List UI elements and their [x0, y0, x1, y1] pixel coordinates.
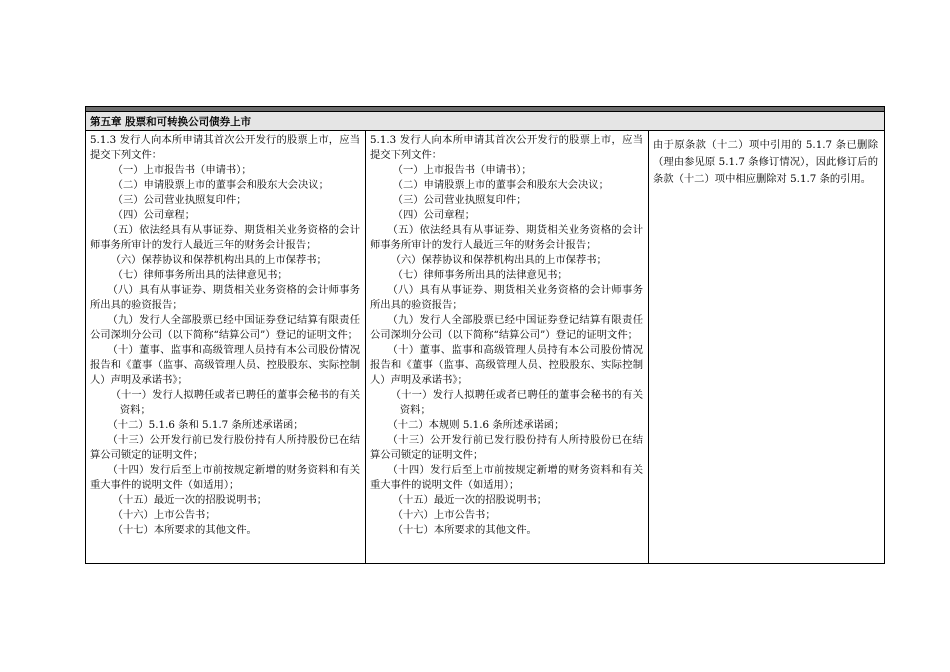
revised-clause-item: （九）发行人全部股票已经中国证券登记结算有限责任公司深圳分公司（以下简称“结算公司”）登记的证明文件； — [370, 314, 643, 341]
original-clause-item: （一）上市报告书（申请书）； — [112, 164, 252, 176]
original-clause-item: （十二）5.1.6 条和 5.1.7 条所述承诺函； — [107, 419, 304, 431]
original-clause-item: （十五）最近一次的招股说明书； — [112, 494, 268, 506]
revised-clause-item: （七）律师事务所出具的法律意见书； — [392, 269, 568, 281]
revised-clause-item: （八）具有从事证券、期货相关业务资格的会计师事务所出具的验资报告； — [370, 284, 643, 311]
revised-text-column — [366, 131, 649, 563]
original-clause-item: （二）申请股票上市的董事会和股东大会决议； — [112, 179, 329, 191]
revised-clause-item: （六）保荐协议和保荐机构出具的上市保荐书； — [390, 254, 607, 266]
original-clause-item: 5.1.3 发行人向本所申请其首次公开发行的股票上市，应当提交下列文件： — [90, 134, 360, 161]
chapter-header-row — [86, 111, 884, 131]
revised-clause-item: （二）申请股票上市的董事会和股东大会决议； — [392, 179, 609, 191]
original-clause-item: （十三）公开发行前已发行股份持有人所持股份已在结算公司锁定的证明文件； — [90, 434, 360, 461]
revised-clause-item: （十）董事、监事和高级管理人员持有本公司股份情况报告和《董事（监事、高级管理人员、控股股东、实际控制人）声明及承诺书》； — [370, 344, 643, 386]
original-clause-item: （十七）本所要求的其他文件。 — [112, 524, 257, 536]
revised-text-body — [366, 131, 648, 538]
comparison-table — [85, 106, 885, 564]
revised-clause-item: （十七）本所要求的其他文件。 — [392, 524, 537, 536]
original-clause-item: （五）依法经具有从事证券、期货相关业务资格的会计师事务所审计的发行人最近三年的财务会计报告； — [90, 224, 360, 251]
original-clause-item: （四）公司章程； — [112, 209, 196, 221]
original-clause-item: （十）董事、监事和高级管理人员持有本公司股份情况报告和《董事（监事、高级管理人员、控股股东、实际控制人）声明及承诺书》； — [90, 344, 360, 386]
original-clause-item: （十一）发行人拟聘任或者已聘任的董事会秘书的有关资料； — [110, 389, 360, 416]
original-clause-item: （十六）上市公告书； — [112, 509, 216, 521]
revised-clause-item: （十四）发行后至上市前按规定新增的财务资料和有关重大事件的说明文件（如适用）； — [370, 464, 643, 491]
revised-clause-item: （十六）上市公告书； — [392, 509, 496, 521]
revised-clause-item: （一）上市报告书（申请书）； — [392, 164, 532, 176]
revised-clause-item: （十五）最近一次的招股说明书； — [392, 494, 548, 506]
revised-clause-item: （三）公司营业执照复印件； — [392, 194, 527, 206]
original-clause-item: （三）公司营业执照复印件； — [112, 194, 247, 206]
revised-clause-item: （十一）发行人拟聘任或者已聘任的董事会秘书的有关资料； — [390, 389, 643, 416]
revision-note: 由于原条款（十二）项中引用的 5.1.7 条已删除（理由参见原 5.1.7 条修订情况），因此修订后的条款（十二）项中相应删除对 5.1.7 条的引用。 — [653, 139, 878, 185]
original-clause-item: （八）具有从事证券、期货相关业务资格的会计师事务所出具的验资报告； — [90, 284, 360, 311]
original-text-body — [86, 131, 365, 538]
revised-clause-item: （五）依法经具有从事证券、期货相关业务资格的会计师事务所审计的发行人最近三年的财务会计报告； — [370, 224, 643, 251]
chapter-title: 第五章 股票和可转换公司债券上市 — [90, 116, 252, 128]
revised-clause-item: （十二）本规则 5.1.6 条所述承诺函； — [387, 419, 565, 431]
revised-clause-item: 5.1.3 发行人向本所申请其首次公开发行的股票上市，应当提交下列文件： — [370, 134, 643, 161]
original-text-column — [86, 131, 366, 563]
revised-clause-item: （四）公司章程； — [392, 209, 476, 221]
original-clause-item: （六）保荐协议和保荐机构出具的上市保荐书； — [110, 254, 327, 266]
original-clause-item: （七）律师事务所出具的法律意见书； — [112, 269, 288, 281]
original-clause-item: （九）发行人全部股票已经中国证券登记结算有限责任公司深圳分公司（以下简称“结算公司”）登记的证明文件； — [90, 314, 360, 341]
revision-note-column — [649, 131, 884, 563]
revised-clause-item: （十三）公开发行前已发行股份持有人所持股份已在结算公司锁定的证明文件； — [370, 434, 643, 461]
original-clause-item: （十四）发行后至上市前按规定新增的财务资料和有关重大事件的说明文件（如适用）； — [90, 464, 360, 491]
